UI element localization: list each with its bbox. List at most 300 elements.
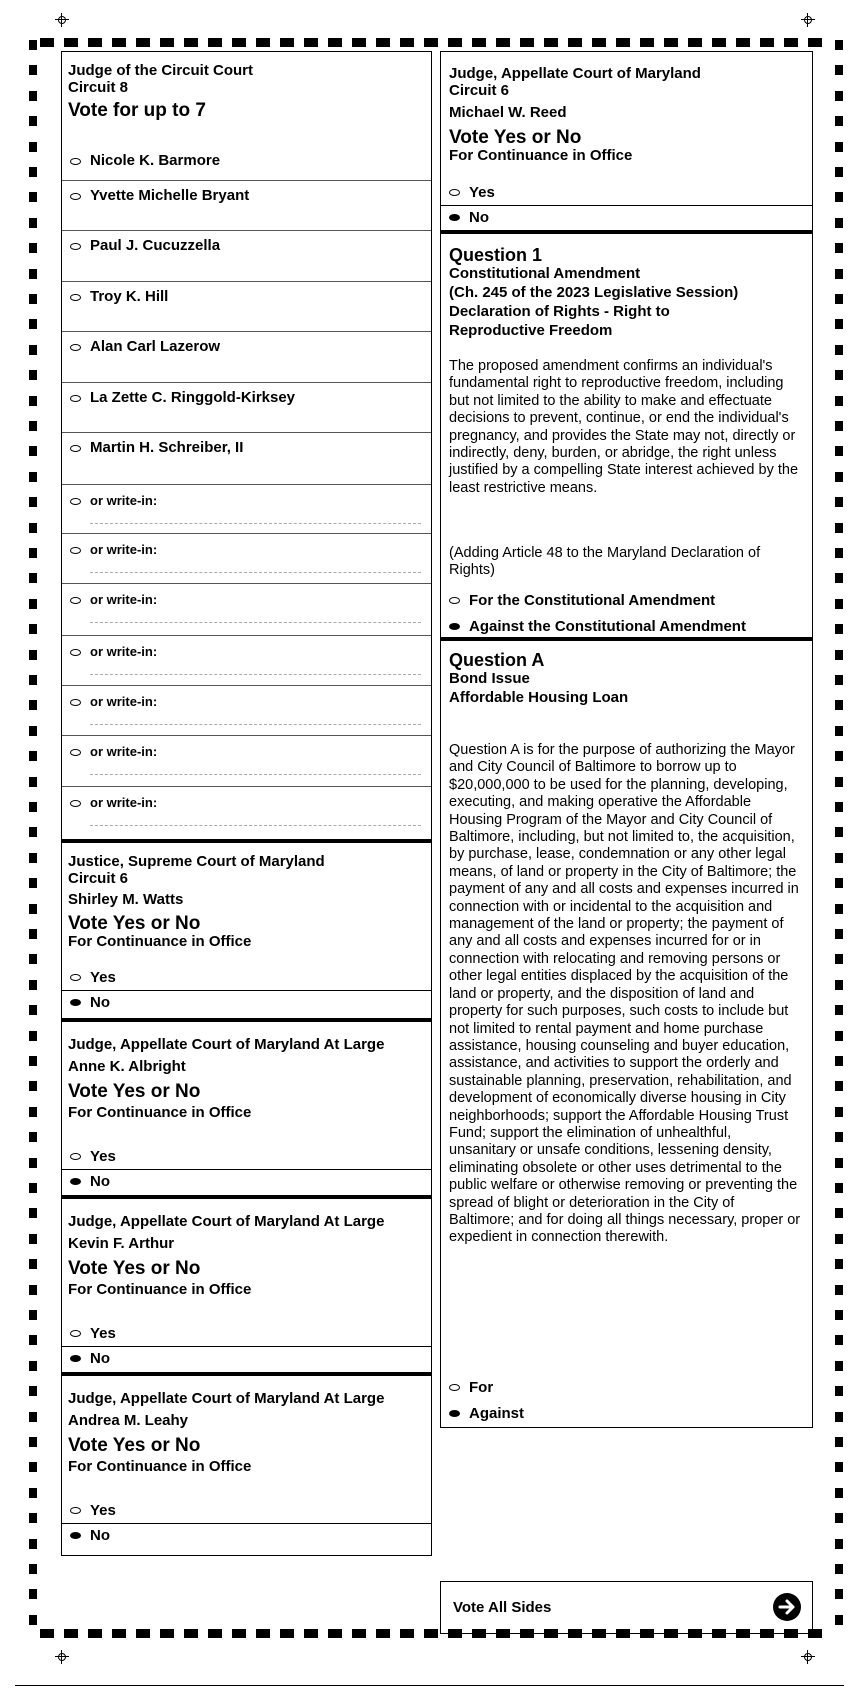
timing-mark	[29, 980, 37, 990]
timing-mark	[29, 675, 37, 685]
timing-mark	[835, 1335, 843, 1345]
question-text: The proposed amendment confirms an individual's fundamental right to reproductive freedom, including but not limited to the ability to make and effectuate decisions to prevent, continue, or end the individual's pregnancy, and provides the State may not, directly or indirectly, deny, burden, or abridge, the right unless justified by a compelling State interest achieved by the least restrictive means.	[449, 358, 799, 496]
timing-mark	[160, 38, 174, 47]
continuance-label: For Continuance in Office	[449, 147, 633, 164]
write-in-label: or write-in:	[90, 694, 158, 709]
timing-mark	[29, 65, 37, 75]
arrow-right-circle-icon	[773, 1593, 801, 1621]
option-yes[interactable]	[62, 1498, 431, 1523]
judge-name: Shirley M. Watts	[68, 891, 184, 908]
timing-mark	[835, 548, 843, 558]
timing-mark	[520, 38, 534, 47]
ballot-oval-filled[interactable]	[70, 1532, 81, 1539]
timing-mark	[835, 929, 843, 939]
contest-title: Judge, Appellate Court of Maryland At Large	[68, 1213, 385, 1230]
vote-instruction: Vote Yes or No	[68, 1081, 201, 1102]
registration-mark-bottom-right	[801, 1650, 815, 1664]
continuance-label: For Continuance in Office	[68, 1458, 252, 1475]
contest-title: Judge, Appellate Court of Maryland At Large	[68, 1390, 385, 1407]
timing-mark	[88, 38, 102, 47]
timing-mark	[208, 1629, 222, 1638]
timing-mark	[29, 929, 37, 939]
timing-mark	[136, 38, 150, 47]
timing-mark	[29, 1412, 37, 1422]
question-subtitle: Declaration of Rights - Right to	[449, 303, 670, 320]
timing-mark	[29, 319, 37, 329]
option-no[interactable]	[62, 1169, 431, 1194]
candidate-option[interactable]	[62, 382, 431, 432]
vote-instruction: Vote for up to 7	[68, 100, 206, 121]
write-in-label: or write-in:	[90, 592, 158, 607]
option-yes[interactable]	[441, 180, 812, 205]
timing-mark	[835, 1132, 843, 1142]
write-in-line[interactable]	[90, 622, 421, 623]
ballot-oval[interactable]	[70, 193, 81, 200]
timing-mark	[29, 751, 37, 761]
vote-all-sides-box	[440, 1581, 813, 1634]
timing-mark	[29, 1183, 37, 1193]
timing-mark	[835, 370, 843, 380]
timing-mark	[835, 1234, 843, 1244]
candidate-option[interactable]	[62, 138, 431, 180]
timing-mark	[835, 777, 843, 787]
question-text: Question A is for the purpose of authorizing the Mayor and City Council of Baltimore to borrow up to $20,000,000 to be used for the planning, developing, executing, and making operative the Affordable Housing Program of the Mayor and City Council of Baltimore, including, but not limited to, the acquisition, by purchase, lease, condemnation or any other legal means, of land or property in the City of Baltimore; the payment of any and all costs and expenses incurred in connection with or incidental to the acquisition and management of the land or property; the payment of any and all costs and expenses incurred for or in connection with relocating and removing persons or other legal entities displaced by the acquisition of the land or property, and the disposition of land and property for such purposes, such costs to include but not limited to rental payment and home purchase assistance, housing counseling and buyer education, assistance, and activities to support the orderly and sustainable planning, preservation, rehabilitation, and development of economically diverse housing in City neighborhoods; support the Affordable Housing Trust Fund; support the elimination of unhealthful, unsanitary or unsafe conditions, lessening density, eliminating obsolete or other uses detrimental to the public welfare or otherwise removing or preventing the spread of blight or deterioration in the City of Baltimore; and for doing all things necessary, proper or expedient in connection therewith.	[449, 742, 801, 1246]
bottom-rule	[15, 1685, 844, 1686]
timing-mark	[424, 38, 438, 47]
timing-mark	[835, 827, 843, 837]
contest-appellate-albright	[62, 1022, 431, 1198]
option-label: Against	[469, 1405, 525, 1422]
timing-mark	[736, 38, 750, 47]
timing-mark	[376, 1629, 390, 1638]
question-subtitle: Reproductive Freedom	[449, 322, 613, 339]
contest-appellate-reed	[441, 52, 812, 232]
timing-mark	[448, 38, 462, 47]
ballot-oval[interactable]	[70, 699, 81, 706]
write-in-label: or write-in:	[90, 795, 158, 810]
registration-mark-bottom-left	[55, 1650, 69, 1664]
timing-mark	[29, 904, 37, 914]
option-label: For the Constitutional Amendment	[469, 592, 716, 609]
contest-title: Justice, Supreme Court of Maryland	[68, 853, 325, 870]
judge-name: Kevin F. Arthur	[68, 1235, 175, 1252]
timing-mark	[835, 40, 843, 50]
timing-mark	[29, 1208, 37, 1218]
timing-mark	[835, 91, 843, 101]
timing-mark	[835, 269, 843, 279]
timing-mark	[29, 1107, 37, 1117]
timing-mark	[29, 726, 37, 736]
write-in-label: or write-in:	[90, 493, 158, 508]
write-in-option[interactable]	[62, 735, 431, 786]
timing-mark	[29, 853, 37, 863]
timing-mark	[184, 1629, 198, 1638]
vote-instruction: Vote Yes or No	[449, 127, 582, 148]
timing-mark	[688, 38, 702, 47]
candidate-option[interactable]	[62, 180, 431, 230]
timing-mark	[29, 1437, 37, 1447]
registration-mark-top-left	[55, 13, 69, 27]
ballot-oval[interactable]	[449, 189, 460, 196]
timing-mark	[835, 726, 843, 736]
ballot-oval[interactable]	[70, 1153, 81, 1160]
timing-mark	[232, 38, 246, 47]
contest-appellate-leahy	[62, 1376, 431, 1556]
timing-mark	[29, 1589, 37, 1599]
write-in-label: or write-in:	[90, 744, 158, 759]
timing-mark	[835, 853, 843, 863]
timing-mark	[835, 523, 843, 533]
timing-mark	[29, 624, 37, 634]
ballot-oval[interactable]	[70, 445, 81, 452]
timing-mark	[280, 38, 294, 47]
timing-mark	[760, 38, 774, 47]
timing-mark	[664, 38, 678, 47]
write-in-option[interactable]	[62, 685, 431, 735]
timing-mark	[29, 954, 37, 964]
timing-mark	[835, 116, 843, 126]
timing-mark	[29, 1056, 37, 1066]
timing-mark	[29, 1031, 37, 1041]
timing-mark	[29, 91, 37, 101]
timing-mark	[835, 904, 843, 914]
ballot-oval-filled[interactable]	[449, 623, 460, 630]
timing-mark	[29, 345, 37, 355]
timing-mark	[29, 523, 37, 533]
timing-mark	[835, 751, 843, 761]
ballot-oval-filled[interactable]	[70, 999, 81, 1006]
candidate-option[interactable]	[62, 281, 431, 331]
contest-supreme-court	[62, 843, 431, 1021]
write-in-option[interactable]	[62, 786, 431, 841]
timing-mark	[835, 142, 843, 152]
question-subtitle: (Ch. 245 of the 2023 Legislative Session)	[449, 284, 739, 301]
write-in-line[interactable]	[90, 774, 421, 775]
timing-mark	[835, 1462, 843, 1472]
timing-mark	[304, 1629, 318, 1638]
left-column	[61, 51, 432, 1556]
timing-mark	[29, 1132, 37, 1142]
timing-mark	[835, 1412, 843, 1422]
timing-mark	[208, 38, 222, 47]
timing-mark	[616, 38, 630, 47]
write-in-line[interactable]	[90, 572, 421, 573]
option-yes[interactable]	[62, 1144, 431, 1169]
option-label: No	[90, 1173, 110, 1190]
timing-mark	[835, 396, 843, 406]
ballot-oval-filled[interactable]	[70, 1178, 81, 1185]
timing-mark	[29, 1564, 37, 1574]
timing-mark	[88, 1629, 102, 1638]
vote-instruction: Vote Yes or No	[68, 1435, 201, 1456]
timing-mark	[835, 497, 843, 507]
timing-mark	[29, 878, 37, 888]
timing-mark	[29, 472, 37, 482]
timing-mark	[64, 1629, 78, 1638]
timing-mark	[232, 1629, 246, 1638]
timing-mark	[160, 1629, 174, 1638]
write-in-option[interactable]	[62, 533, 431, 583]
timing-mark	[835, 294, 843, 304]
write-in-line[interactable]	[90, 825, 421, 826]
continuance-label: For Continuance in Office	[68, 1104, 252, 1121]
timing-mark	[835, 65, 843, 75]
option-yes[interactable]	[62, 965, 431, 990]
timing-mark	[835, 1539, 843, 1549]
timing-mark	[29, 1615, 37, 1625]
write-in-label: or write-in:	[90, 542, 158, 557]
option-label: For	[469, 1379, 494, 1396]
timing-mark	[835, 878, 843, 888]
timing-mark	[29, 192, 37, 202]
candidate-name: Troy K. Hill	[90, 288, 169, 305]
timing-mark	[328, 38, 342, 47]
judge-name: Anne K. Albright	[68, 1058, 186, 1075]
option-against[interactable]	[441, 1401, 812, 1426]
timing-mark	[835, 472, 843, 482]
timing-mark	[136, 1629, 150, 1638]
candidate-option[interactable]	[62, 230, 431, 281]
ballot-oval-filled[interactable]	[449, 1410, 460, 1417]
contest-circuit-court	[62, 52, 431, 841]
judge-name: Andrea M. Leahy	[68, 1412, 189, 1429]
timing-mark	[835, 624, 843, 634]
option-label: No	[90, 994, 110, 1011]
ballot-oval[interactable]	[70, 1330, 81, 1337]
timing-mark	[835, 218, 843, 228]
option-no[interactable]	[441, 205, 812, 230]
ballot-oval-filled[interactable]	[70, 1355, 81, 1362]
timing-mark	[29, 1259, 37, 1269]
option-label: No	[469, 209, 489, 226]
timing-mark	[835, 192, 843, 202]
judge-name: Michael W. Reed	[449, 104, 567, 121]
timing-mark	[29, 777, 37, 787]
question-note: (Adding Article 48 to the Maryland Declaration of Rights)	[449, 545, 761, 579]
timing-mark	[29, 446, 37, 456]
timing-mark	[835, 243, 843, 253]
candidate-name: Yvette Michelle Bryant	[90, 187, 250, 204]
timing-mark	[328, 1629, 342, 1638]
timing-mark	[835, 980, 843, 990]
contest-title: Judge, Appellate Court of Maryland	[449, 65, 701, 82]
write-in-line[interactable]	[90, 523, 421, 524]
option-label: Yes	[469, 184, 495, 201]
write-in-option[interactable]	[62, 635, 431, 685]
contest-circuit: Circuit 8	[68, 79, 129, 96]
ballot-oval[interactable]	[70, 749, 81, 756]
timing-mark	[29, 269, 37, 279]
timing-mark	[112, 1629, 126, 1638]
timing-mark	[29, 1081, 37, 1091]
option-label: No	[90, 1527, 110, 1544]
timing-mark	[808, 38, 822, 47]
timing-mark	[835, 1615, 843, 1625]
timing-mark	[835, 446, 843, 456]
question-subtitle: Affordable Housing Loan	[449, 689, 629, 706]
ballot-oval[interactable]	[70, 344, 81, 351]
timing-mark	[184, 38, 198, 47]
timing-mark	[835, 1285, 843, 1295]
candidate-name: Alan Carl Lazerow	[90, 338, 221, 355]
timing-mark	[376, 38, 390, 47]
question-subtitle: Constitutional Amendment	[449, 265, 641, 282]
ballot-oval[interactable]	[70, 395, 81, 402]
ballot-oval[interactable]	[449, 1384, 460, 1391]
option-label: Yes	[90, 1148, 116, 1165]
question-title: Question 1	[449, 245, 543, 265]
timing-mark	[835, 1589, 843, 1599]
timing-mark	[835, 1513, 843, 1523]
timing-mark	[424, 1629, 438, 1638]
ballot-oval[interactable]	[70, 294, 81, 301]
ballot-oval[interactable]	[70, 974, 81, 981]
candidate-name: Nicole K. Barmore	[90, 152, 221, 169]
timing-mark	[29, 1488, 37, 1498]
contest-appellate-arthur	[62, 1199, 431, 1375]
option-no[interactable]	[62, 1346, 431, 1371]
timing-mark	[29, 396, 37, 406]
candidate-option[interactable]	[62, 432, 431, 484]
timing-mark	[29, 1386, 37, 1396]
timing-mark	[712, 38, 726, 47]
timing-mark	[29, 116, 37, 126]
ballot-oval[interactable]	[70, 547, 81, 554]
timing-mark	[835, 802, 843, 812]
contest-circuit: Circuit 6	[449, 82, 510, 99]
timing-mark	[29, 599, 37, 609]
timing-mark	[835, 1107, 843, 1117]
timing-mark	[835, 1056, 843, 1066]
timing-mark	[835, 421, 843, 431]
option-label: Yes	[90, 1502, 116, 1519]
continuance-label: For Continuance in Office	[68, 933, 252, 950]
ballot-oval[interactable]	[70, 498, 81, 505]
timing-mark	[544, 38, 558, 47]
write-in-label: or write-in:	[90, 644, 158, 659]
option-label: Yes	[90, 969, 116, 986]
timing-mark	[835, 1031, 843, 1041]
write-in-line[interactable]	[90, 724, 421, 725]
timing-mark	[835, 675, 843, 685]
timing-mark	[835, 1386, 843, 1396]
write-in-option[interactable]	[62, 484, 431, 533]
option-for[interactable]	[441, 589, 812, 614]
timing-mark	[29, 1513, 37, 1523]
timing-mark	[472, 38, 486, 47]
ballot-oval[interactable]	[70, 597, 81, 604]
timing-mark	[592, 38, 606, 47]
timing-mark	[835, 167, 843, 177]
ballot-oval-filled[interactable]	[449, 214, 460, 221]
timing-mark	[29, 700, 37, 710]
timing-mark	[29, 370, 37, 380]
option-no[interactable]	[62, 990, 431, 1015]
timing-mark	[29, 1285, 37, 1295]
timing-mark	[835, 319, 843, 329]
timing-mark	[29, 827, 37, 837]
timing-mark	[352, 1629, 366, 1638]
timing-mark	[835, 1259, 843, 1269]
timing-mark	[29, 1234, 37, 1244]
timing-mark	[835, 1081, 843, 1091]
timing-mark	[29, 1005, 37, 1015]
contest-circuit: Circuit 6	[68, 870, 129, 887]
vote-all-sides-label: Vote All Sides	[453, 1599, 552, 1616]
timing-mark	[29, 167, 37, 177]
vote-instruction: Vote Yes or No	[68, 1258, 201, 1279]
ballot-oval[interactable]	[70, 1507, 81, 1514]
timing-mark	[835, 700, 843, 710]
option-label: Yes	[90, 1325, 116, 1342]
timing-mark	[568, 38, 582, 47]
question-subtitle: Bond Issue	[449, 670, 530, 687]
timing-mark	[835, 1310, 843, 1320]
candidate-name: Martin H. Schreiber, II	[90, 439, 244, 456]
timing-mark	[835, 1208, 843, 1218]
ballot-oval[interactable]	[70, 800, 81, 807]
timing-mark	[40, 38, 54, 47]
timing-mark	[29, 40, 37, 50]
option-for[interactable]	[441, 1376, 812, 1401]
timing-mark	[835, 650, 843, 660]
ballot-oval[interactable]	[449, 597, 460, 604]
write-in-line[interactable]	[90, 674, 421, 675]
timing-mark	[29, 802, 37, 812]
timing-mark	[29, 1539, 37, 1549]
question-title: Question A	[449, 650, 545, 670]
option-against[interactable]	[441, 614, 812, 639]
contest-title: Judge, Appellate Court of Maryland At Large	[68, 1036, 385, 1053]
timing-mark	[29, 142, 37, 152]
vote-instruction: Vote Yes or No	[68, 913, 201, 934]
timing-mark	[835, 1564, 843, 1574]
option-no[interactable]	[62, 1523, 431, 1548]
continuance-label: For Continuance in Office	[68, 1281, 252, 1298]
timing-mark	[400, 38, 414, 47]
option-yes[interactable]	[62, 1321, 431, 1346]
option-label: No	[90, 1350, 110, 1367]
timing-mark	[112, 38, 126, 47]
candidate-name: Paul J. Cucuzzella	[90, 237, 221, 254]
timing-mark	[29, 1158, 37, 1168]
timing-mark	[29, 650, 37, 660]
contest-question-1	[441, 234, 812, 639]
registration-mark-top-right	[801, 13, 815, 27]
timing-mark	[400, 1629, 414, 1638]
timing-mark	[29, 497, 37, 507]
timing-mark	[40, 1629, 54, 1638]
ballot-oval[interactable]	[70, 158, 81, 165]
write-in-option[interactable]	[62, 583, 431, 635]
timing-mark	[835, 573, 843, 583]
timing-mark	[835, 599, 843, 609]
ballot-oval[interactable]	[70, 243, 81, 250]
right-column	[440, 51, 813, 1428]
timing-mark	[835, 1183, 843, 1193]
ballot-oval[interactable]	[70, 649, 81, 656]
timing-mark	[835, 1158, 843, 1168]
timing-mark	[496, 38, 510, 47]
timing-mark	[256, 38, 270, 47]
timing-mark	[29, 548, 37, 558]
timing-mark	[29, 243, 37, 253]
timing-mark	[835, 345, 843, 355]
timing-mark	[280, 1629, 294, 1638]
option-label: Against the Constitutional Amendment	[469, 618, 746, 635]
candidate-option[interactable]	[62, 331, 431, 382]
timing-mark	[352, 38, 366, 47]
